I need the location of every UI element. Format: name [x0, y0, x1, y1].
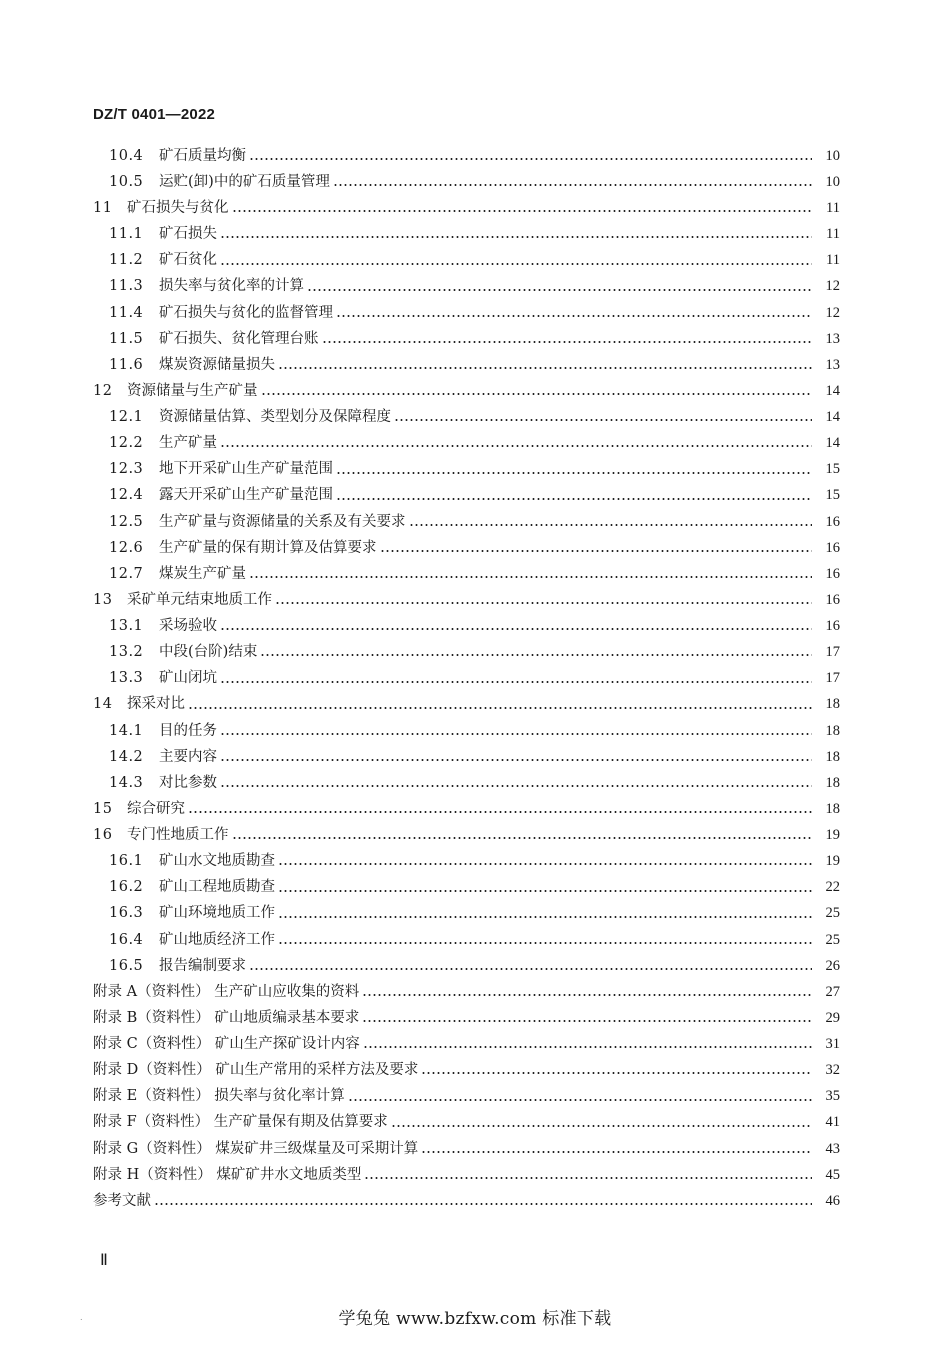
toc-entry-title: 资源储量估算、类型划分及保障程度: [159, 409, 391, 426]
toc-entry-title: 综合研究: [127, 800, 185, 817]
dot-leader: [362, 1020, 812, 1022]
toc-entry[interactable]: [0, 169, 950, 195]
toc-entry-title: 矿石损失、贫化管理台账: [159, 330, 319, 347]
page-number: Ⅱ: [100, 1252, 108, 1269]
dot-leader: [220, 785, 812, 787]
toc-entry-page: 14: [825, 435, 840, 452]
toc-entry-number: 13.3: [109, 670, 144, 687]
toc-entry[interactable]: [0, 639, 950, 665]
toc-entry[interactable]: [0, 326, 950, 352]
toc-entry-number: 14.3: [109, 774, 144, 791]
toc-entry-title: 中段(台阶)结束: [159, 644, 258, 661]
toc-entry-page: 12: [825, 304, 840, 321]
dot-leader: [220, 263, 812, 265]
toc-entry-number: 16.1: [109, 853, 144, 870]
toc-entry[interactable]: [0, 822, 950, 848]
toc-entry-number: 11.4: [109, 304, 144, 321]
toc-entry-title: 探采对比: [127, 696, 185, 713]
toc-entry-number: 11.2: [109, 252, 144, 269]
toc-entry[interactable]: [0, 195, 950, 221]
toc-entry-title: 采场验收: [159, 618, 217, 635]
dot-leader: [220, 733, 812, 735]
toc-entry[interactable]: [0, 457, 950, 483]
toc-entry-number: 12.6: [109, 539, 144, 556]
toc-entry[interactable]: [0, 666, 950, 692]
toc-entry-number: 12.1: [109, 409, 144, 426]
toc-entry-page: 16: [825, 565, 840, 582]
dot-leader: [322, 341, 813, 343]
dot-leader: [336, 315, 812, 317]
toc-entry-title: 附录 G（资料性） 煤炭矿井三级煤量及可采期计算: [93, 1140, 419, 1157]
toc-entry-page: 16: [825, 539, 840, 556]
toc-entry-page: 19: [825, 827, 840, 844]
dot-leader: [220, 236, 812, 238]
toc-entry[interactable]: [0, 1084, 950, 1110]
toc-entry-title: 煤炭资源储量损失: [159, 356, 275, 373]
toc-entry-number: 13.2: [109, 644, 144, 661]
toc-entry[interactable]: [0, 927, 950, 953]
dot-leader: [232, 210, 813, 212]
toc-entry-page: 13: [825, 330, 840, 347]
toc-entry-title: 生产矿量的保有期计算及估算要求: [159, 539, 377, 556]
toc-entry[interactable]: [0, 613, 950, 639]
toc-entry[interactable]: [0, 143, 950, 169]
toc-entry-page: 18: [825, 696, 840, 713]
toc-entry-title: 附录 E（资料性） 损失率与贫化率计算: [93, 1088, 345, 1105]
toc-entry[interactable]: [0, 1188, 950, 1214]
toc-entry-title: 资源储量与生产矿量: [127, 382, 258, 399]
dot-leader: [188, 707, 812, 709]
dot-leader: [336, 472, 812, 474]
dot-leader: [336, 498, 812, 500]
toc-entry[interactable]: [0, 404, 950, 430]
toc-entry-number: 16.2: [109, 879, 144, 896]
toc-entry[interactable]: [0, 535, 950, 561]
toc-entry-title: 运贮(卸)中的矿石质量管理: [159, 173, 330, 190]
dot-leader: [364, 1177, 812, 1179]
toc-entry-title: 矿石损失与贫化的监督管理: [159, 304, 333, 321]
toc-entry-number: 13.1: [109, 618, 144, 635]
toc-entry-title: 矿山环境地质工作: [159, 905, 275, 922]
toc-entry-title: 附录 D（资料性） 矿山生产常用的采样方法及要求: [93, 1062, 419, 1079]
toc-entry-page: 25: [825, 931, 840, 948]
toc-entry-number: 16.4: [109, 931, 144, 948]
toc-entry-page: 17: [825, 670, 840, 687]
toc-entry-page: 31: [825, 1036, 840, 1053]
toc-entry-number: 11.5: [109, 330, 144, 347]
toc-entry-page: 12: [825, 278, 840, 295]
toc-entry[interactable]: [0, 979, 950, 1005]
toc-entry-title: 附录 H（资料性） 煤矿矿井水文地质类型: [93, 1166, 362, 1183]
toc-entry[interactable]: [0, 744, 950, 770]
toc-entry-number: 16.3: [109, 905, 144, 922]
toc-entry[interactable]: [0, 1005, 950, 1031]
footer-watermark: 学兔兔 www.bzfxw.com 标准下载: [338, 1309, 612, 1329]
toc-entry-number: 11.6: [109, 356, 144, 373]
toc-entry[interactable]: [0, 587, 950, 613]
toc-entry-number: 12: [93, 382, 113, 399]
toc-entry[interactable]: [0, 901, 950, 927]
dot-leader: [307, 289, 812, 291]
toc-entry-page: 18: [825, 748, 840, 765]
toc-entry-title: 煤炭生产矿量: [159, 565, 246, 582]
toc-entry[interactable]: [0, 1057, 950, 1083]
dot-leader: [394, 419, 812, 421]
dot-leader: [260, 654, 812, 656]
toc-entry-title: 主要内容: [159, 748, 217, 765]
toc-entry-page: 26: [825, 957, 840, 974]
footer-dot: .: [80, 1313, 83, 1322]
toc-entry-title: 损失率与贫化率的计算: [159, 278, 304, 295]
toc-entry[interactable]: [0, 430, 950, 456]
dot-leader: [362, 994, 812, 996]
toc-entry-title: 地下开采矿山生产矿量范围: [159, 461, 333, 478]
toc-entry-title: 矿山闭坑: [159, 670, 217, 687]
dot-leader: [188, 811, 812, 813]
toc-entry-page: 43: [825, 1140, 840, 1157]
toc-entry[interactable]: [0, 561, 950, 587]
dot-leader: [348, 1099, 812, 1101]
toc-entry-page: 18: [825, 800, 840, 817]
standard-code-header: DZ/T 0401—2022: [93, 106, 216, 123]
toc-entry-number: 16: [93, 827, 113, 844]
toc-entry-number: 12.5: [109, 513, 144, 530]
toc-entry-number: 12.3: [109, 461, 144, 478]
toc-entry-page: 45: [825, 1166, 840, 1183]
toc-entry[interactable]: [0, 248, 950, 274]
dot-leader: [278, 942, 812, 944]
toc-entry-page: 32: [825, 1062, 840, 1079]
toc-entry[interactable]: [0, 300, 950, 326]
toc-entry[interactable]: [0, 953, 950, 979]
toc-entry-title: 矿山工程地质勘查: [159, 879, 275, 896]
toc-entry-page: 17: [825, 644, 840, 661]
dot-leader: [220, 759, 812, 761]
toc-entry[interactable]: [0, 1110, 950, 1136]
toc-entry[interactable]: [0, 378, 950, 404]
toc-entry-number: 12.7: [109, 565, 144, 582]
toc-entry-page: 18: [825, 774, 840, 791]
toc-entry-number: 14.2: [109, 748, 144, 765]
toc-entry-page: 25: [825, 905, 840, 922]
toc-entry-title: 矿山水文地质勘查: [159, 853, 275, 870]
toc-entry-page: 46: [825, 1192, 840, 1209]
toc-entry-title: 矿石损失: [159, 226, 217, 243]
toc-entry-title: 矿山地质经济工作: [159, 931, 275, 948]
toc-entry-title: 矿石贫化: [159, 252, 217, 269]
toc-entry-title: 露天开采矿山生产矿量范围: [159, 487, 333, 504]
toc-entry-title: 附录 A（资料性） 生产矿山应收集的资料: [93, 983, 360, 1000]
toc-entry-page: 11: [826, 200, 840, 217]
toc-entry-title: 对比参数: [159, 774, 217, 791]
toc-entry-title: 附录 B（资料性） 矿山地质编录基本要求: [93, 1009, 360, 1026]
toc-entry-page: 10: [825, 147, 840, 164]
dot-leader: [421, 1151, 812, 1153]
toc-entry-title: 参考文献: [93, 1192, 151, 1209]
toc-entry-title: 目的任务: [159, 722, 217, 739]
dot-leader: [220, 681, 812, 683]
toc-entry-page: 13: [825, 356, 840, 373]
toc-entry-number: 12.2: [109, 435, 144, 452]
dot-leader: [232, 837, 813, 839]
toc-entry-page: 16: [825, 591, 840, 608]
toc-entry-page: 35: [825, 1088, 840, 1105]
dot-leader: [249, 158, 812, 160]
toc-entry-page: 10: [825, 173, 840, 190]
toc-entry[interactable]: [0, 692, 950, 718]
toc-entry[interactable]: [0, 796, 950, 822]
toc-entry-page: 15: [825, 461, 840, 478]
dot-leader: [421, 1072, 812, 1074]
dot-leader: [220, 445, 812, 447]
toc-entry-number: 11.3: [109, 278, 144, 295]
dot-leader: [261, 393, 813, 395]
dot-leader: [249, 968, 812, 970]
toc-entry-number: 11: [93, 200, 113, 217]
toc-entry-page: 16: [825, 618, 840, 635]
toc-entry[interactable]: [0, 875, 950, 901]
toc-entry[interactable]: [0, 352, 950, 378]
dot-leader: [333, 184, 812, 186]
table-of-contents: [0, 143, 950, 1214]
toc-entry-page: 11: [826, 252, 840, 269]
dot-leader: [275, 602, 812, 604]
toc-entry-number: 13: [93, 591, 113, 608]
toc-entry-title: 报告编制要求: [159, 957, 246, 974]
toc-entry[interactable]: [0, 1136, 950, 1162]
toc-entry[interactable]: [0, 770, 950, 796]
dot-leader: [391, 1125, 812, 1127]
toc-entry-page: 16: [825, 513, 840, 530]
dot-leader: [278, 916, 812, 918]
toc-entry-number: 12.4: [109, 487, 144, 504]
toc-entry-number: 15: [93, 800, 113, 817]
toc-entry-page: 29: [825, 1009, 840, 1026]
toc-entry-title: 生产矿量: [159, 435, 217, 452]
dot-leader: [220, 628, 812, 630]
toc-entry-number: 16.5: [109, 957, 144, 974]
toc-entry-title: 采矿单元结束地质工作: [127, 591, 272, 608]
toc-entry-title: 矿石质量均衡: [159, 147, 246, 164]
toc-entry-page: 27: [825, 983, 840, 1000]
toc-entry-page: 14: [825, 409, 840, 426]
dot-leader: [380, 550, 813, 552]
dot-leader: [409, 524, 813, 526]
toc-entry-title: 生产矿量与资源储量的关系及有关要求: [159, 513, 406, 530]
toc-entry-number: 10.4: [109, 147, 144, 164]
toc-entry-title: 附录 F（资料性） 生产矿量保有期及估算要求: [93, 1114, 388, 1131]
toc-entry-number: 14: [93, 696, 113, 713]
toc-entry-title: 附录 C（资料性） 矿山生产探矿设计内容: [93, 1036, 360, 1053]
toc-entry-title: 矿石损失与贫化: [127, 200, 229, 217]
toc-entry[interactable]: [0, 1031, 950, 1057]
toc-entry-page: 15: [825, 487, 840, 504]
toc-entry-page: 11: [826, 226, 840, 243]
toc-entry[interactable]: [0, 274, 950, 300]
toc-entry-number: 11.1: [109, 226, 144, 243]
toc-entry[interactable]: [0, 718, 950, 744]
toc-entry[interactable]: [0, 221, 950, 247]
dot-leader: [278, 367, 812, 369]
dot-leader: [278, 863, 812, 865]
toc-entry[interactable]: [0, 483, 950, 509]
dot-leader: [363, 1046, 812, 1048]
toc-entry-page: 41: [825, 1114, 840, 1131]
toc-entry-title: 专门性地质工作: [127, 827, 229, 844]
dot-leader: [154, 1203, 812, 1205]
toc-entry-page: 18: [825, 722, 840, 739]
dot-leader: [278, 890, 812, 892]
toc-entry-page: 22: [825, 879, 840, 896]
dot-leader: [249, 576, 812, 578]
toc-entry[interactable]: [0, 1162, 950, 1188]
toc-entry-page: 14: [825, 382, 840, 399]
toc-entry[interactable]: [0, 509, 950, 535]
toc-entry-number: 10.5: [109, 173, 144, 190]
toc-entry[interactable]: [0, 848, 950, 874]
toc-entry-page: 19: [825, 853, 840, 870]
toc-entry-number: 14.1: [109, 722, 144, 739]
